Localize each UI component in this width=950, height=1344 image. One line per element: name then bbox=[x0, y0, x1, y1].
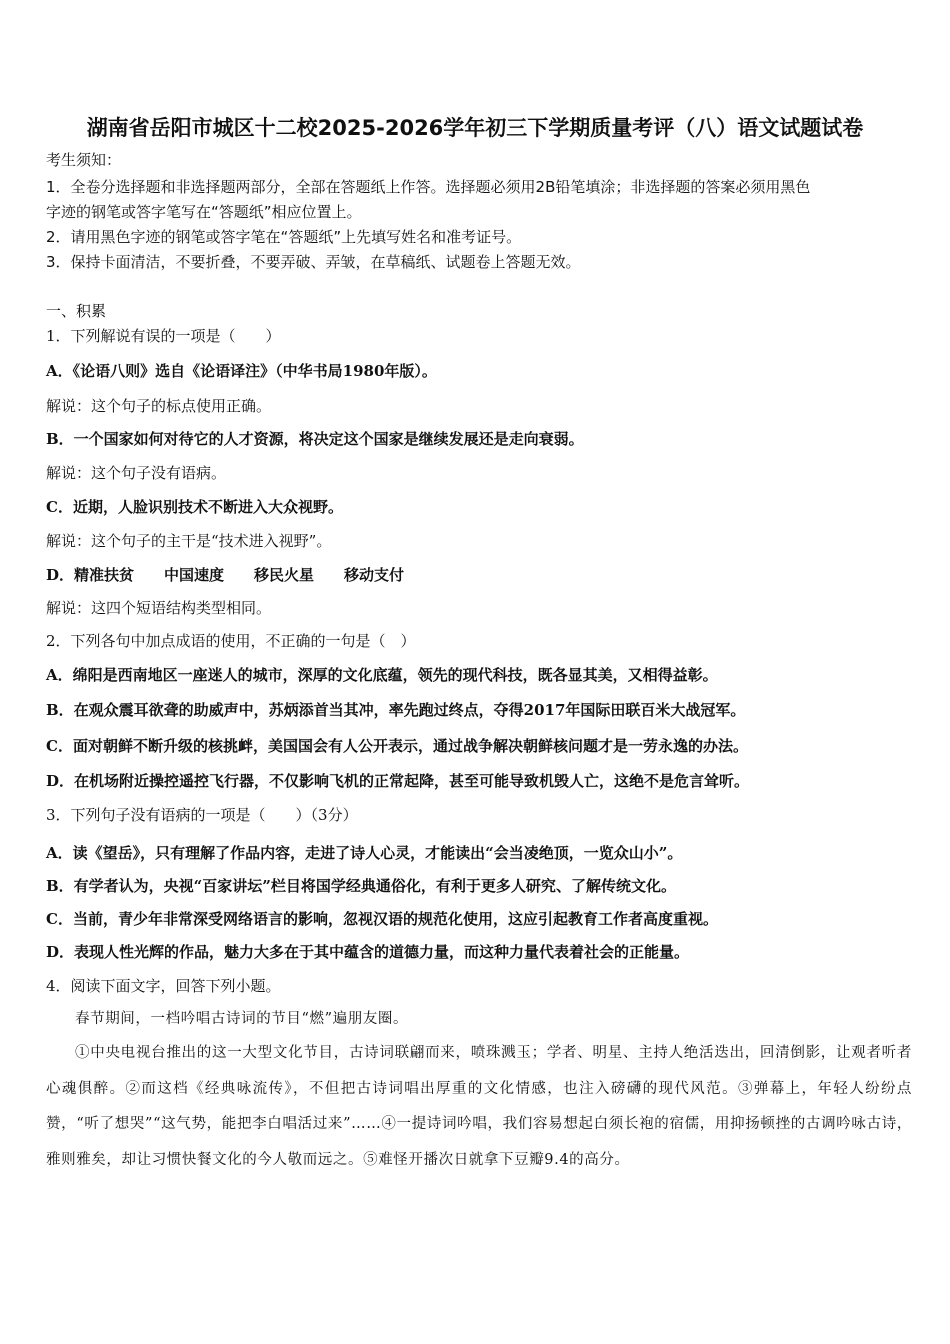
question-1-option-b: B．一个国家如何对待它的人才资源，将决定这个国家是继续发展还是走向衰弱。 bbox=[46, 430, 584, 448]
option-d-phrase-2: 中国速度 bbox=[164, 566, 225, 584]
question-2-option-c: C．面对朝鲜不断升级的核挑衅，美国国会有人公开表示，通过战争解决朝鲜核问题才是一劳永逸的办法。 bbox=[46, 737, 748, 755]
question-1-explanation-d: 解说：这四个短语结构类型相同。 bbox=[46, 599, 272, 617]
question-2-option-d: D．在机场附近操控遥控飞行器，不仅影响飞机的正常起降，甚至可能导致机毁人亡，这绝不是危言耸听。 bbox=[46, 772, 750, 790]
option-d-phrase-3: 移民火星 bbox=[254, 566, 315, 584]
notice-item-1-line-1: 1．全卷分选择题和非选择题两部分，全部在答题纸上作答。选择题必须用2B铅笔填涂；非选择题的答案必须用黑色 bbox=[46, 178, 811, 196]
notice-item-2: 2．请用黑色字迹的钢笔或答字笔在“答题纸”上先填写姓名和准考证号。 bbox=[46, 228, 522, 246]
question-3-option-c: C．当前，青少年非常深受网络语言的影响，忽视汉语的规范化使用，这应引起教育工作者高度重视。 bbox=[46, 910, 718, 928]
question-1-explanation-c: 解说：这个句子的主干是“技术进入视野”。 bbox=[46, 532, 332, 550]
page-title: 湖南省岳阳市城区十二校2025-2026学年初三下学期质量考评（八）语文试题试卷 bbox=[86, 116, 864, 140]
question-3-option-a: A．读《望岳》，只有理解了作品内容，走进了诗人心灵，才能读出“会当凌绝顶，一览众山小”。 bbox=[46, 844, 683, 862]
notice-heading: 考生须知： bbox=[46, 151, 122, 169]
question-1-stem: 1．下列解说有误的一项是（ ） bbox=[46, 327, 281, 345]
option-d-phrase-1: D．精准扶贫 bbox=[46, 566, 135, 584]
question-4-stem: 4．阅读下面文字，回答下列小题。 bbox=[46, 977, 281, 995]
reading-paragraph-2: ①中央电视台推出的这一大型文化节目，古诗词联翩而来，喷珠溅玉；学者、明星、主持人绝活迭出，回清倒影，让观者听者心魂俱醉。②而这档《经典咏流传》，不但把古诗词唱出厚重的文化情感，也注入磅礴的现代风范。③弹幕上，年轻人纷纷点赞，“听了想哭”“这气势，能把李白唱活过来”……④一提诗词吟唱，我们容易想起白须长袍的宿儒，用抑扬顿挫的古调吟咏古诗，雅则雅矣，却让习惯快餐文化的今人敬而远之。⑤难怪开播次日就拿下豆瓣9.4的高分。 bbox=[46, 1045, 912, 1168]
question-1-option-c: C．近期，人脸识别技术不断进入大众视野。 bbox=[46, 498, 343, 516]
question-3-option-d: D．表现人性光辉的作品，魅力大多在于其中蕴含的道德力量，而这种力量代表着社会的正能量。 bbox=[46, 943, 690, 961]
question-1-explanation-a: 解说：这个句子的标点使用正确。 bbox=[46, 397, 272, 415]
question-2-option-b: B．在观众震耳欲聋的助威声中，苏炳添首当其冲，率先跑过终点，夺得2017年国际田联百米大战冠军。 bbox=[46, 701, 746, 719]
reading-paragraph-1: 春节期间，一档吟唱古诗词的节目“燃”遍朋友圈。 bbox=[75, 1011, 409, 1027]
notice-item-1-line-2: 字迹的钢笔或答字笔写在“答题纸”相应位置上。 bbox=[46, 203, 362, 221]
section-heading: 一、积累 bbox=[46, 302, 107, 320]
question-2-option-a: A．绵阳是西南地区一座迷人的城市，深厚的文化底蕴，领先的现代科技，既各显其美，又相得益彰。 bbox=[46, 666, 718, 684]
question-1-option-d bbox=[46, 565, 404, 585]
question-3-stem: 3．下列句子没有语病的一项是（ ）（3分） bbox=[46, 806, 358, 824]
option-d-phrase-4: 移动支付 bbox=[344, 566, 405, 584]
question-1-option-a: A．《论语八则》选自《论语译注》（中华书局1980年版）。 bbox=[46, 362, 437, 380]
question-3-option-b: B．有学者认为，央视“百家讲坛”栏目将国学经典通俗化，有利于更多人研究、了解传统文化。 bbox=[46, 877, 676, 895]
question-2-stem: 2．下列各句中加点成语的使用，不正确的一句是（ ） bbox=[46, 632, 416, 650]
notice-item-3: 3．保持卡面清洁，不要折叠，不要弄破、弄皱，在草稿纸、试题卷上答题无效。 bbox=[46, 253, 581, 271]
question-1-explanation-b: 解说：这个句子没有语病。 bbox=[46, 464, 227, 482]
